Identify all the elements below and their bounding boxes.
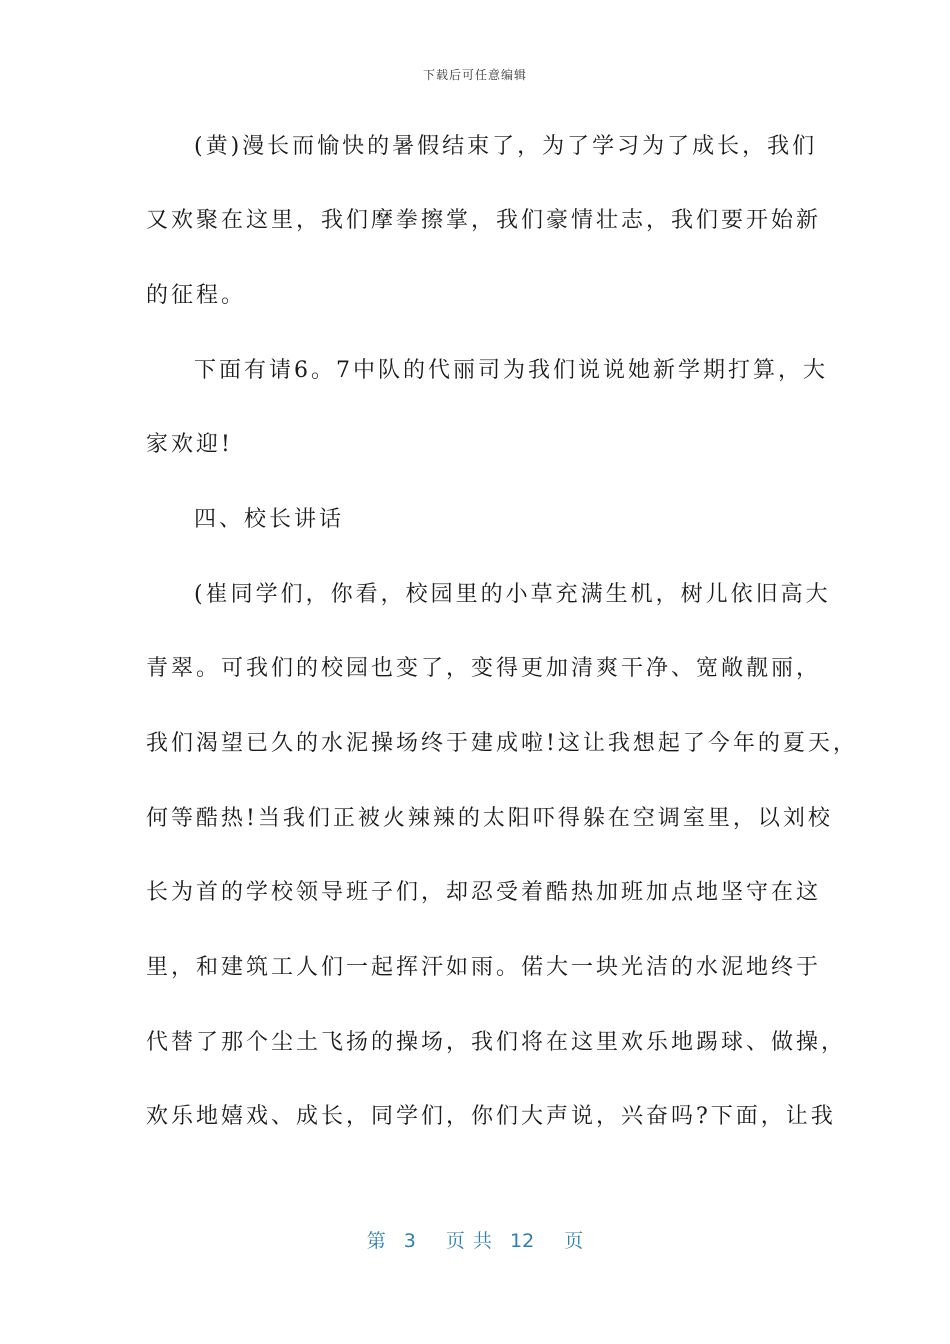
footer-suffix: 页 xyxy=(564,1230,584,1252)
body-line-14: 欢乐地嬉戏、成长，同学们，你们大声说，兴奋吗?下面，让我 xyxy=(146,1104,836,1129)
body-line-12: 里，和建筑工人们一起挥汗如雨。偌大一块光洁的水泥地终于 xyxy=(146,955,822,980)
page-footer xyxy=(0,1226,950,1253)
body-line-4: 下面有请6。7中队的代丽司为我们说说她新学期打算，大 xyxy=(194,358,828,383)
body-line-11: 长为首的学校领导班子们，却忍受着酷热加班加点地坚守在这 xyxy=(146,880,822,905)
body-line-5: 家欢迎! xyxy=(146,432,233,457)
footer-total-pages: 12 xyxy=(510,1230,535,1252)
body-line-2: 又欢聚在这里，我们摩拳擦掌，我们豪情壮志，我们要开始新 xyxy=(146,208,822,233)
footer-current-page: 3 xyxy=(403,1230,416,1252)
body-line-7: (崔同学们，你看，校园里的小草充满生机，树儿依旧高大 xyxy=(194,582,831,607)
footer-middle: 页 共 xyxy=(445,1230,492,1252)
body-line-8: 青翠。可我们的校园也变了，变得更加清爽干净、宽敞靓丽， xyxy=(146,656,822,681)
footer-prefix: 第 xyxy=(366,1230,386,1252)
body-line-10: 何等酷热!当我们正被火辣辣的太阳吓得躲在空调室里，以刘校 xyxy=(146,806,833,831)
body-line-13: 代替了那个尘土飞扬的操场，我们将在这里欢乐地踢球、做操， xyxy=(146,1030,847,1055)
body-line-1: (黄)漫长而愉快的暑假结束了，为了学习为了成长，我们 xyxy=(194,134,818,159)
section-heading: 四、校长讲话 xyxy=(194,507,345,532)
body-line-9: 我们渴望已久的水泥操场终于建成啦!这让我想起了今年的夏天， xyxy=(146,731,858,756)
page-header: 下载后可任意编辑 xyxy=(422,68,527,82)
body-line-3: 的征程。 xyxy=(146,283,247,308)
